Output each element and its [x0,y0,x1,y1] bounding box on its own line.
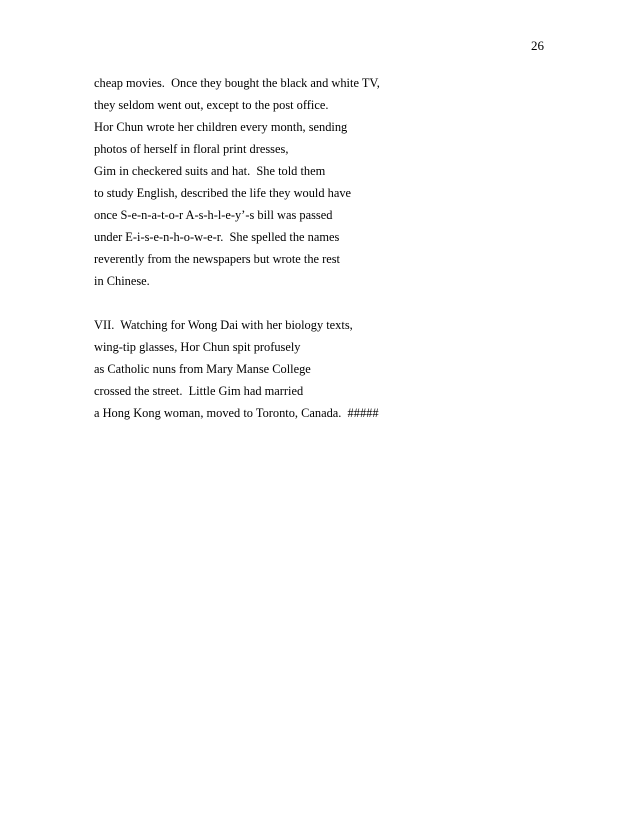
poem-line: Hor Chun wrote her children every month, sending [94,120,348,134]
poem-line: reverently from the newspapers but wrote the rest [94,252,341,266]
poem-line: as Catholic nuns from Mary Manse College [94,362,311,376]
poem-line: cheap movies. Once they bought the black and white TV, [94,76,380,90]
stanza-2 [94,314,554,424]
poem-body [94,72,554,424]
poem-line: once S-e-n-a-t-o-r A-s-h-l-e-y’-s bill was passed [94,208,333,222]
poem-line: under E-i-s-e-n-h-o-w-e-r. She spelled the names [94,230,340,244]
page-number: 26 [531,38,544,53]
poem-line: wing-tip glasses, Hor Chun spit profusely [94,340,301,354]
poem-line: photos of herself in floral print dresses, [94,142,289,156]
stanza-1 [94,72,554,292]
poem-line: in Chinese. [94,274,150,288]
poem-line: VII. Watching for Wong Dai with her biology texts, [94,318,353,332]
poem-line: Gim in checkered suits and hat. She told them [94,164,326,178]
poem-line: to study English, described the life they would have [94,186,352,200]
poem-line: they seldom went out, except to the post office. [94,98,329,112]
poem-line: a Hong Kong woman, moved to Toronto, Canada. ##### [94,406,379,420]
poem-line: crossed the street. Little Gim had married [94,384,304,398]
